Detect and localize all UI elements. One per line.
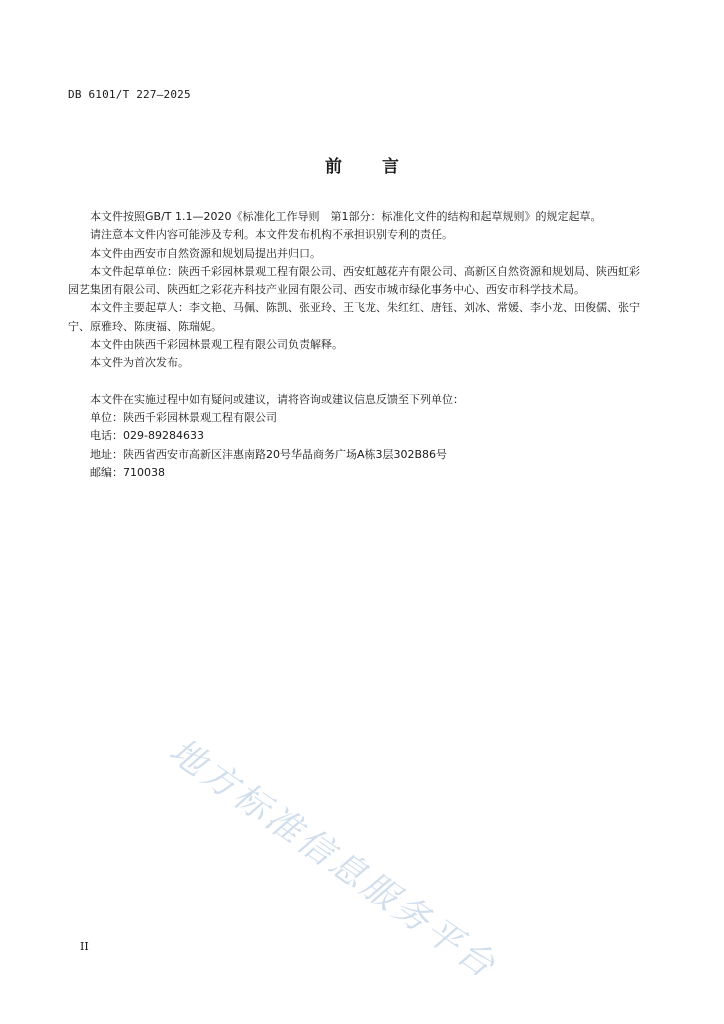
foreword-body <box>68 208 640 482</box>
paragraph-drafting-basis: 本文件按照GB/T 1.1—2020《标准化工作导则 第1部分：标准化文件的结构和起草规则》的规定起草。 <box>90 210 602 223</box>
contact-unit: 单位：陕西千彩园林景观工程有限公司 <box>90 410 277 424</box>
contact-intro: 本文件在实施过程中如有疑问或建议，请将咨询或建议信息反馈至下列单位： <box>90 392 464 406</box>
watermark: 地方标准信息服务平台 <box>161 731 505 988</box>
document-code: DB 6101/T 227—2025 <box>68 88 191 101</box>
title-char-1: 前 <box>325 157 342 177</box>
page-title <box>0 152 724 177</box>
paragraph-proposer: 本文件由西安市自然资源和规划局提出并归口。 <box>90 246 321 260</box>
contact-postcode: 邮编：710038 <box>90 465 165 479</box>
paragraph-interpretation: 本文件由陕西千彩园林景观工程有限公司负责解释。 <box>90 338 343 352</box>
contact-address: 地址：陕西省西安市高新区沣惠南路20号华晶商务广场A栋3层302B86号 <box>90 447 448 461</box>
title-char-2: 言 <box>382 157 399 177</box>
contact-phone: 电话：029-89284633 <box>90 429 204 443</box>
page-number: II <box>80 940 89 953</box>
paragraph-drafting-units: 本文件起草单位：陕西千彩园林景观工程有限公司、西安虹越花卉有限公司、高新区自然资源和规划局、陕西虹彩园艺集团有限公司、陕西虹之彩花卉科技产业园有限公司、西安市城市绿化事务中心、西安市科学技术局。 <box>68 264 640 297</box>
paragraph-patent-notice: 请注意本文件内容可能涉及专利。本文件发布机构不承担识别专利的责任。 <box>90 228 453 242</box>
paragraph-first-release: 本文件为首次发布。 <box>90 356 189 370</box>
paragraph-drafters: 本文件主要起草人：李文艳、马佩、陈凯、张亚玲、王飞龙、朱红红、唐钰、刘冰、常媛、李小龙、田俊儒、张宁宁、原雅玲、陈庚福、陈瑞妮。 <box>68 301 640 333</box>
